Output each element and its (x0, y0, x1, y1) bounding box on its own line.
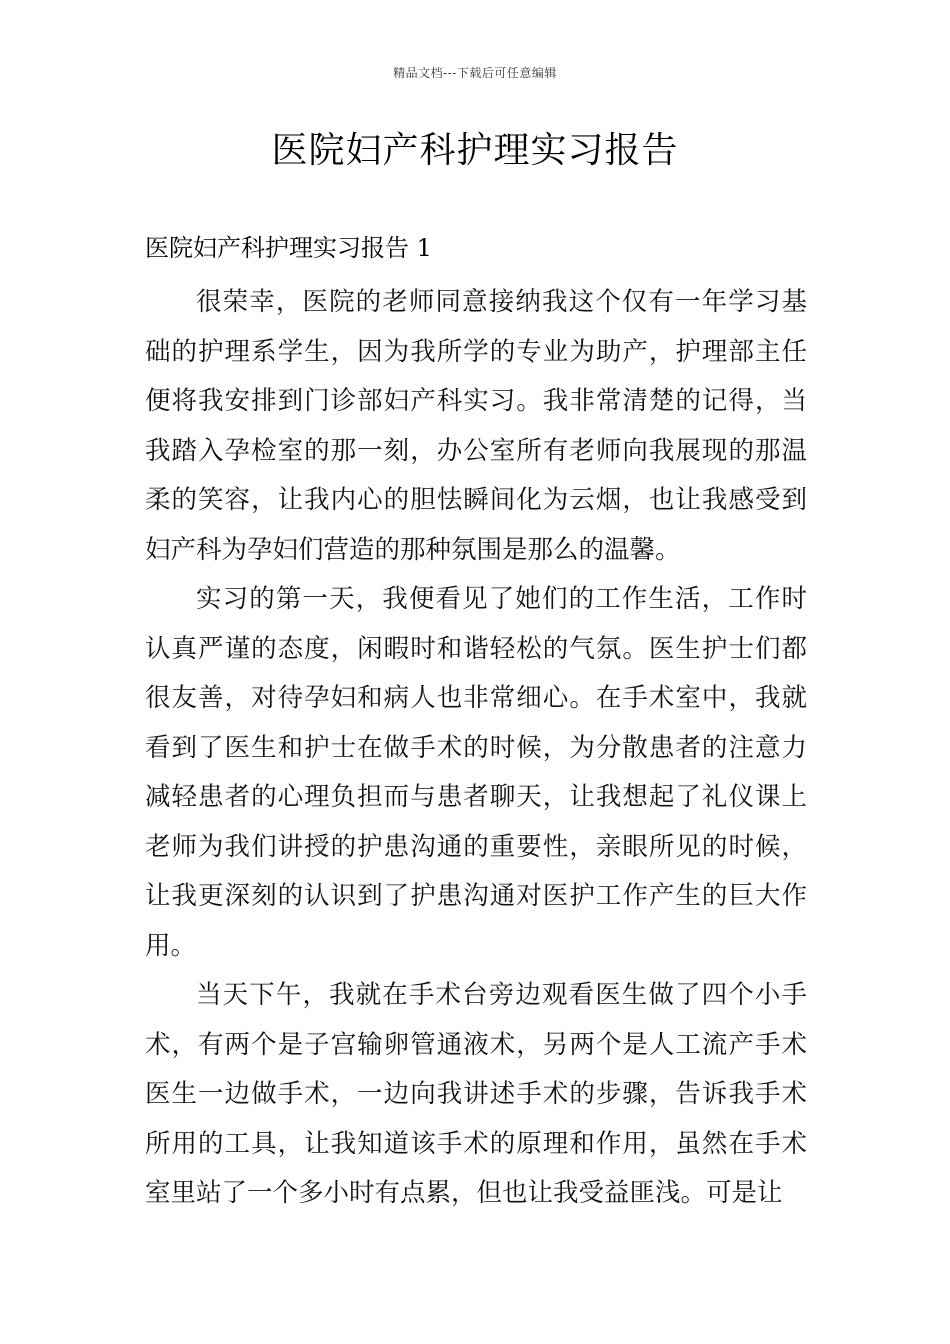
paragraph-2: 实习的第一天，我便看见了她们的工作生活，工作时认真严谨的态度，闲暇时和谐轻松的气氛。医生护士们都很友善，对待孕妇和病人也非常细心。在手术室中，我就看到了医生和护士在做手术的时候，为分散患者的注意力减轻患者的心理负担而与患者聊天，让我想起了礼仪课上老师为我们讲授的护患沟通的重要性，亲眼所见的时候，让我更深刻的认识到了护患沟通对医护工作产生的巨大作用。 (145, 584, 807, 961)
paragraph-3: 当天下午，我就在手术台旁边观看医生做了四个小手术，有两个是子宫输卵管通液术，另两个是人工流产手术医生一边做手术，一边向我讲述手术的步骤，告诉我手术所用的工具，让我知道该手术的原理和作用，虽然在手术室里站了一个多小时有点累，但也让我受益匪浅。可是让 (145, 980, 807, 1208)
section-heading: 医院妇产科护理实习报告 1 (145, 234, 432, 262)
document-title: 医院妇产科护理实习报告 (271, 130, 679, 171)
paragraph-1: 很荣幸，医院的老师同意接纳我这个仅有一年学习基础的护理系学生，因为我所学的专业为助产，护理部主任便将我安排到门诊部妇产科实习。我非常清楚的记得，当我踏入孕检室的那一刻，办公室所有老师向我展现的那温柔的笑容，让我内心的胆怯瞬间化为云烟，也让我感受到妇产科为孕妇们营造的那种氛围是那么的温馨。 (145, 287, 807, 565)
header-note: 精品文档---下载后可任意编辑 (393, 66, 557, 80)
document-body (145, 228, 807, 1219)
